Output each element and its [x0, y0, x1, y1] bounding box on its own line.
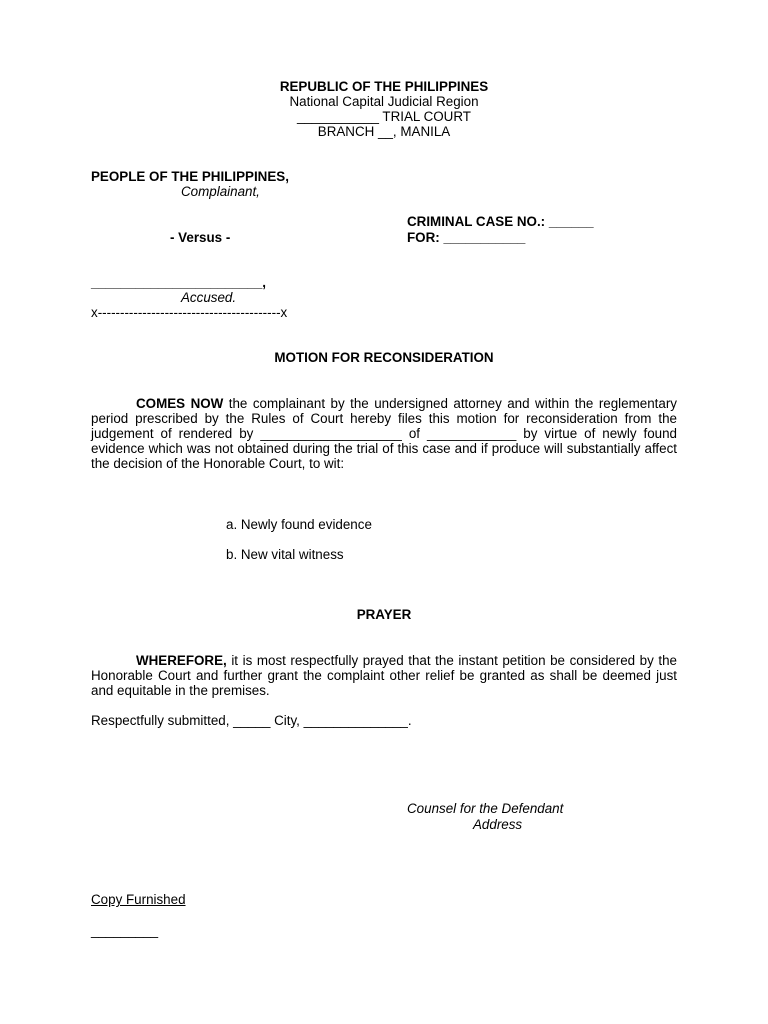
- body-lead: COMES NOW: [136, 396, 224, 411]
- accused-name-line: _______________________,: [91, 275, 267, 290]
- list-item: b. New vital witness: [226, 547, 344, 562]
- plaintiff-role: Complainant,: [181, 184, 260, 199]
- respectfully-submitted: Respectfully submitted, _____ City, ______________.: [91, 713, 412, 728]
- prayer-heading: PRAYER: [356, 607, 412, 622]
- versus-label: - Versus -: [170, 230, 231, 245]
- copy-furnished-blank: _________: [91, 923, 159, 938]
- caption-separator: x-----------------------------------------x: [91, 305, 288, 320]
- case-for: FOR: ___________: [407, 230, 526, 245]
- prayer-text: it is most respectfully prayed that the instant petition be considered by the Honorable Court and further grant the complaint other relief be granted as shall be deemed just and equitable in the premises.: [91, 653, 677, 698]
- motion-title: MOTION FOR RECONSIDERATION: [274, 350, 494, 365]
- body-text: the complainant by the undersigned attorney and within the reglementary period prescribed by the Rules of Court hereby files this motion for reconsideration from the judgement of rendered by ___________________ of ____________ by virtue of newly found evidence which was not obtained during the trial of this case and if produce will substantially affect the decision of the Honorable Court, to wit:: [91, 396, 677, 471]
- motion-body-paragraph: [91, 396, 677, 471]
- accused-role: Accused.: [181, 290, 237, 305]
- counsel-address: Address: [473, 817, 523, 832]
- prayer-lead: WHEREFORE,: [136, 653, 227, 668]
- court-header-country: REPUBLIC OF THE PHILIPPINES: [279, 79, 489, 94]
- copy-furnished-label: Copy Furnished: [91, 892, 186, 907]
- list-item: a. Newly found evidence: [226, 517, 372, 532]
- court-header-branch: BRANCH __, MANILA: [317, 124, 451, 139]
- case-number: CRIMINAL CASE NO.: ______: [407, 214, 594, 229]
- plaintiff-name: PEOPLE OF THE PHILIPPINES,: [91, 169, 289, 184]
- counsel-label: Counsel for the Defendant: [407, 801, 564, 816]
- court-header-region: National Capital Judicial Region: [289, 94, 479, 109]
- court-header-court: ___________ TRIAL COURT: [297, 109, 471, 124]
- prayer-paragraph: [91, 653, 677, 698]
